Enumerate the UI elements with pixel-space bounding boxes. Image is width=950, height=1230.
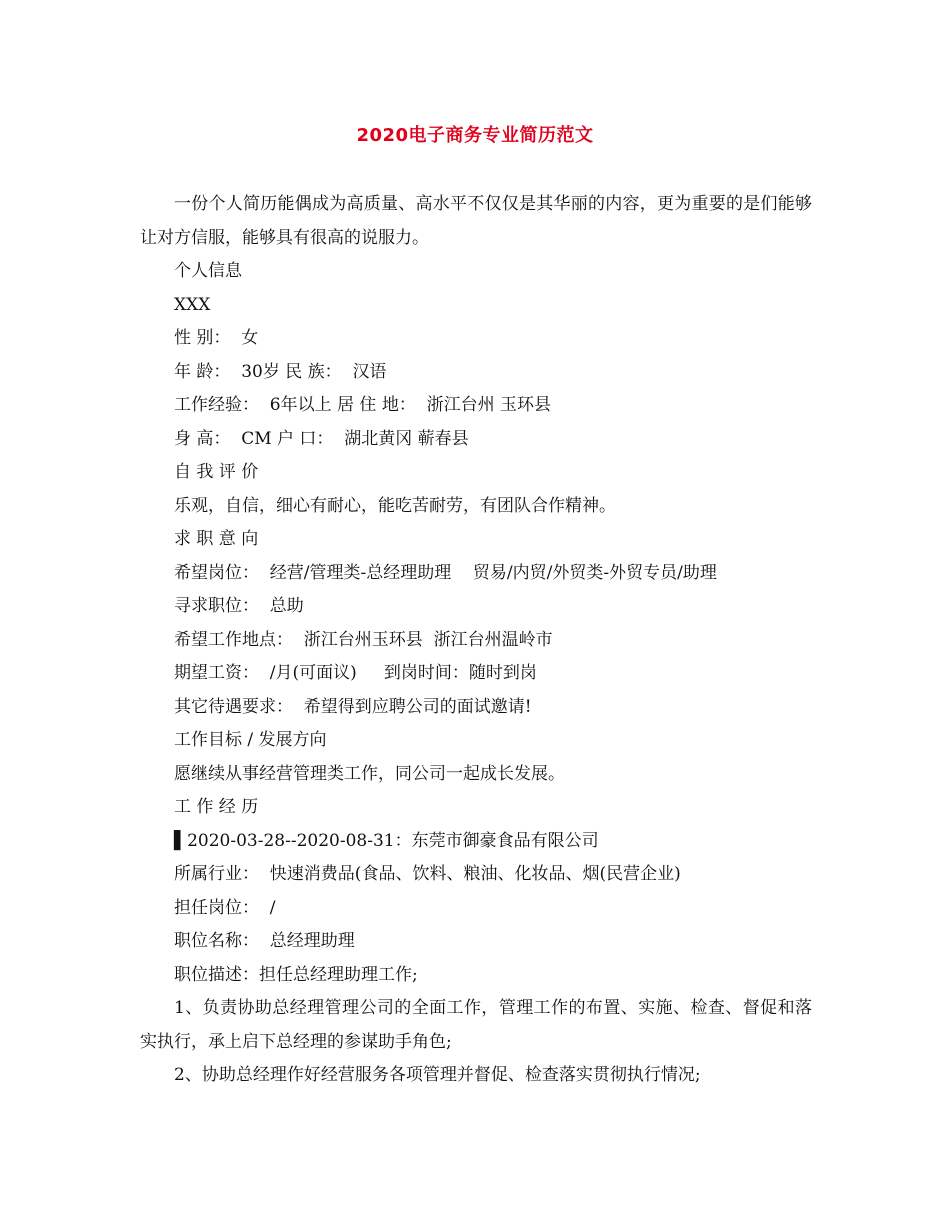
duty-item-1: 1、负责协助总经理管理公司的全面工作，管理工作的布置、实施、检查、督促和落实执行，承上启下总经理的参谋助手角色; — [140, 998, 812, 1052]
desired-location-line: 希望工作地点： 浙江台州玉环县 浙江台州温岭市 — [174, 629, 553, 650]
duty-item-2: 2、协助总经理作好经营服务各项管理并督促、检查落实贯彻执行情况; — [174, 1065, 701, 1085]
career-goal-text: 愿继续从事经营管理类工作，同公司一起成长发展。 — [174, 763, 565, 784]
post-line: 担任岗位： / — [174, 897, 276, 918]
self-evaluation-text: 乐观，自信，细心有耐心，能吃苦耐劳，有团队合作精神。 — [174, 495, 616, 516]
seeking-position-line: 寻求职位： 总助 — [174, 596, 304, 616]
section-heading-career-goal: 工作目标 / 发展方向 — [174, 730, 327, 750]
age-ethnicity-line: 年 龄： 30岁 民 族： 汉语 — [174, 361, 387, 382]
section-heading-self-evaluation: 自 我 评 价 — [174, 462, 259, 482]
document-title: 2020电子商务专业简历范文 — [356, 125, 594, 146]
position-title-line: 职位名称： 总经理助理 — [174, 931, 355, 951]
other-requirements-line: 其它待遇要求： 希望得到应聘公司的面试邀请! — [174, 696, 532, 717]
experience-residence-line: 工作经验： 6年以上 居 住 地： 浙江台州 玉环县 — [174, 395, 552, 415]
industry-line: 所属行业： 快速消费品(食品、饮料、粮油、化妆品、烟(民营企业) — [174, 864, 681, 884]
height-hukou-line: 身 高： CM 户 口： 湖北黄冈 蕲春县 — [174, 428, 469, 449]
section-heading-job-intention: 求 职 意 向 — [174, 529, 259, 549]
work-period-line: ▌2020-03-28--2020-08-31：东莞市御豪食品有限公司 — [174, 830, 599, 851]
section-heading-personal-info: 个人信息 — [174, 261, 242, 281]
desired-position-line: 希望岗位： 经营/管理类-总经理助理 贸易/内贸/外贸类-外贸专员/助理 — [174, 562, 717, 583]
intro-paragraph: 一份个人简历能偶成为高质量、高水平不仅仅是其华丽的内容，更为重要的是们能够让对方信服，能够具有很高的说服力。 — [140, 194, 812, 248]
gender-line: 性 别： 女 — [174, 328, 259, 348]
section-heading-work-experience: 工 作 经 历 — [174, 797, 259, 817]
document-body — [140, 188, 812, 1093]
expected-salary-line: 期望工资： /月(可面议) 到岗时间：随时到岗 — [174, 663, 537, 683]
name-line: XXX — [174, 294, 211, 315]
position-description-line: 职位描述：担任总经理助理工作; — [174, 964, 418, 985]
